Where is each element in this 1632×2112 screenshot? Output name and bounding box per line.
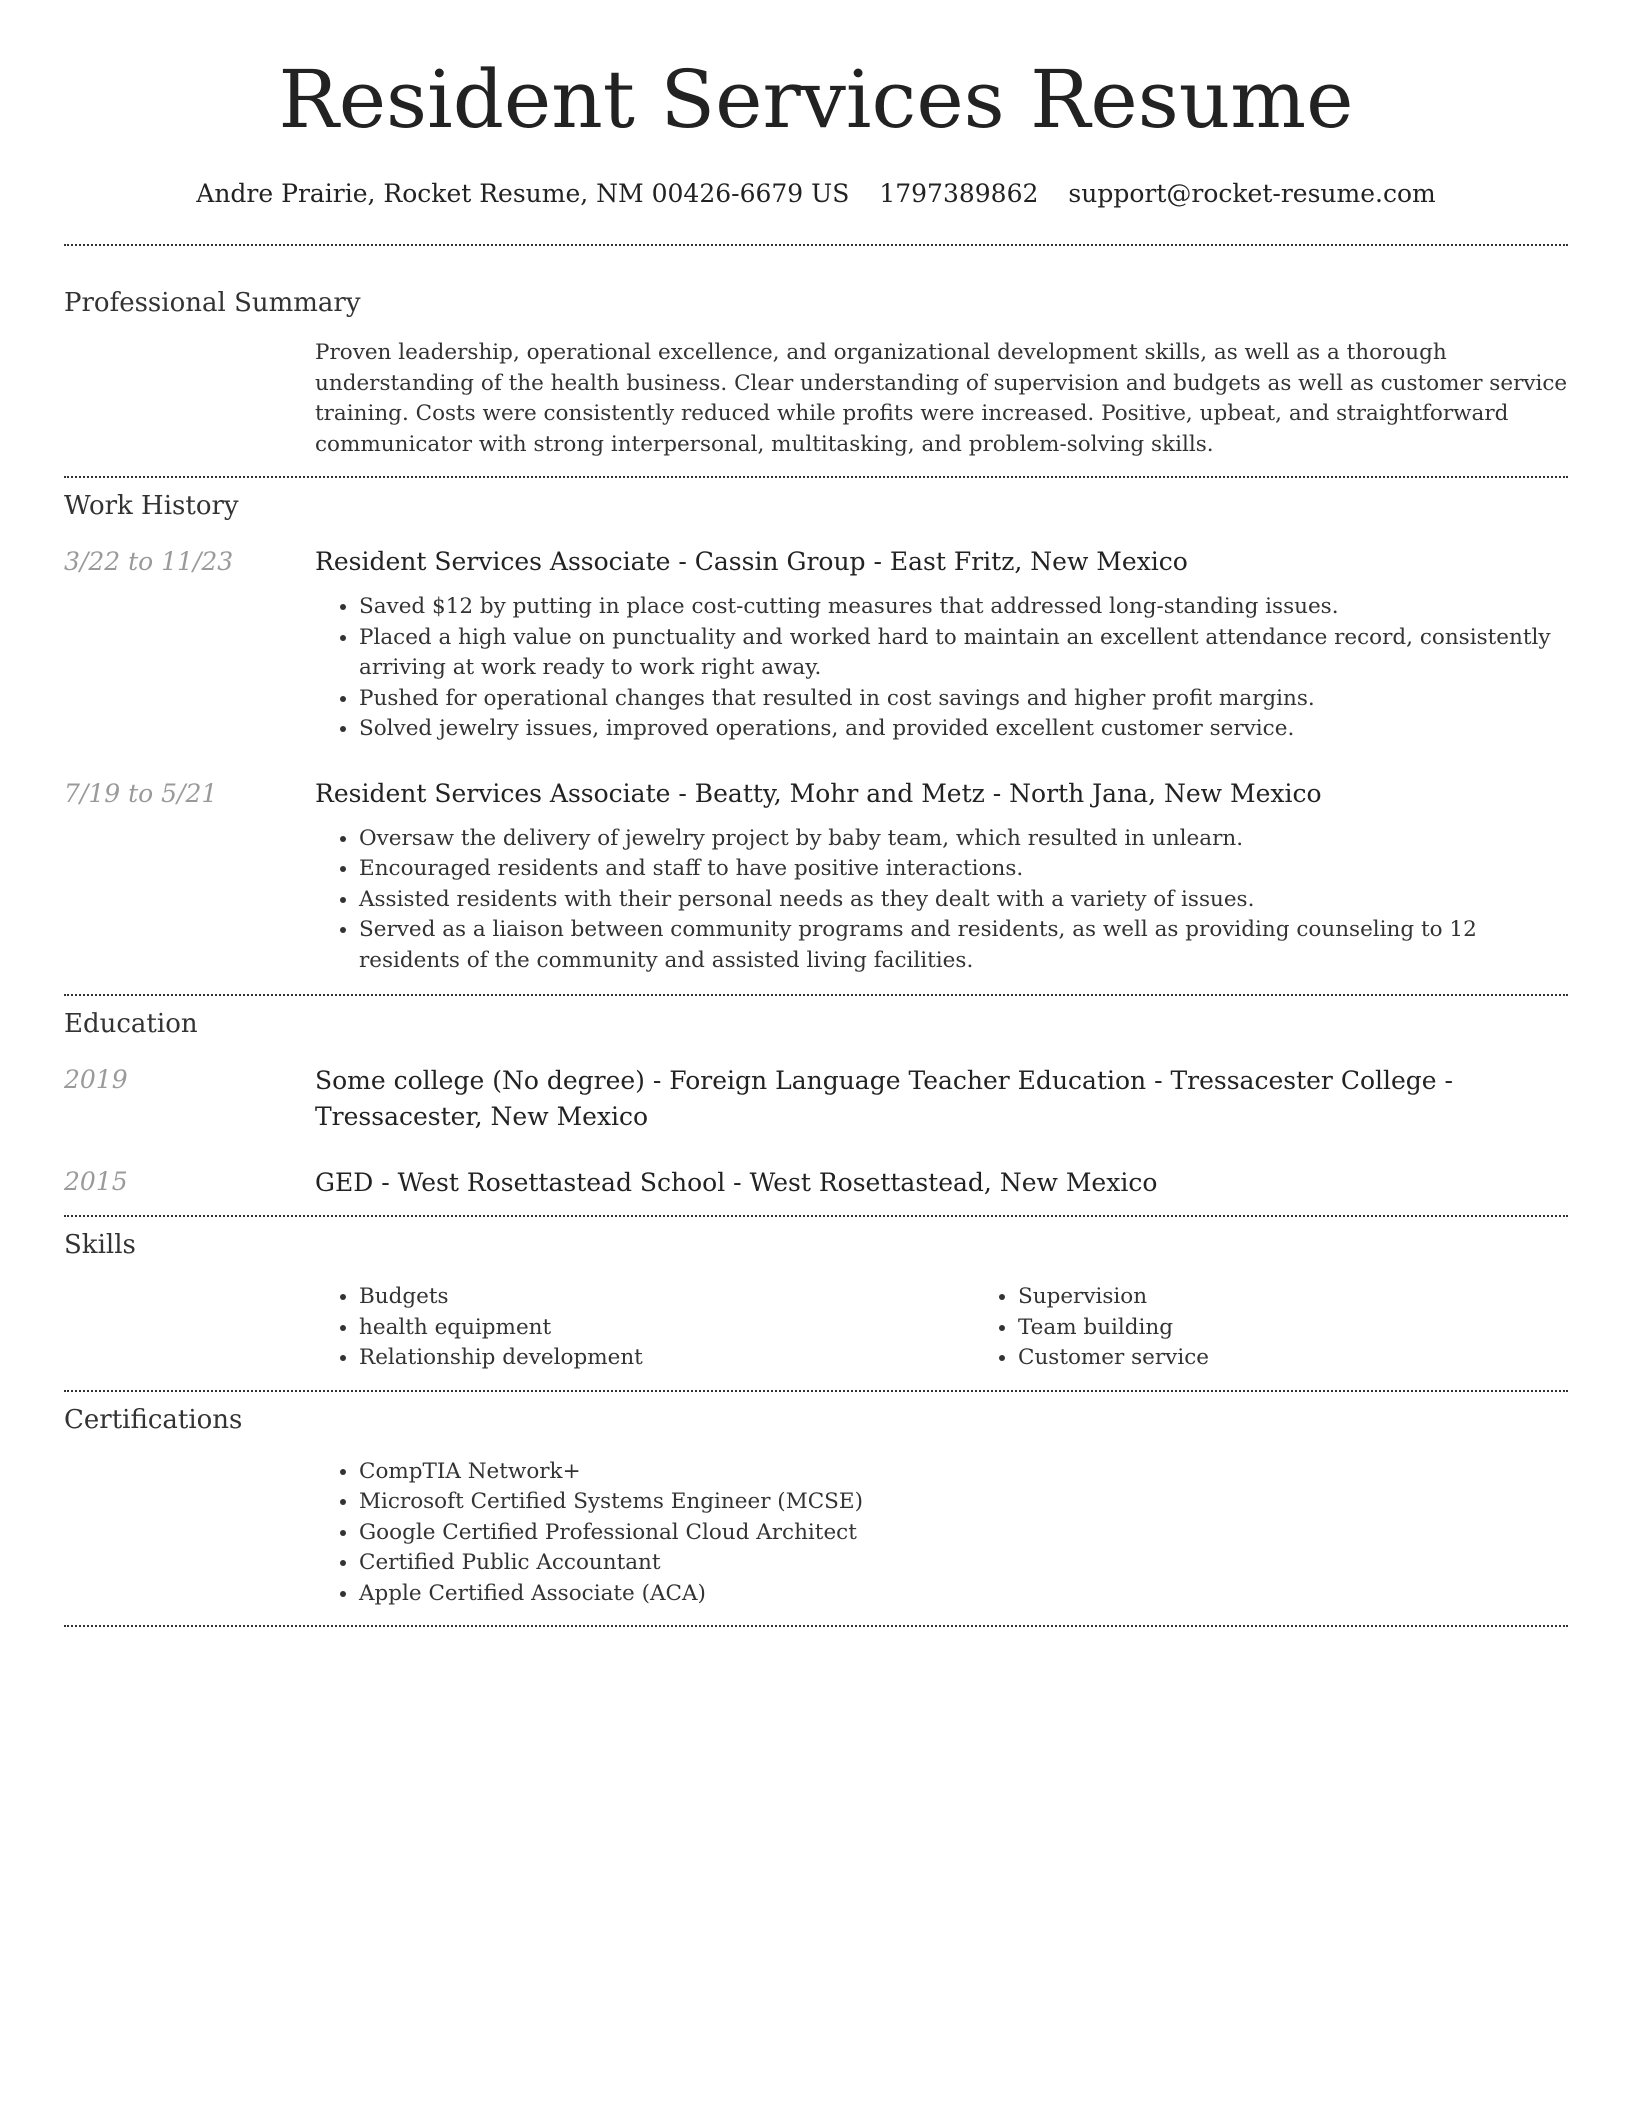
job-bullet: • Encouraged residents and staff to have positive interactions. — [359, 854, 1568, 885]
skills-heading: Skills — [64, 1230, 136, 1260]
skills-section — [64, 1228, 1568, 1374]
education-year: 2019 — [64, 1065, 128, 1094]
education-year: 2015 — [64, 1167, 128, 1196]
work-heading: Work History — [64, 491, 239, 521]
job-bullets — [315, 824, 1568, 977]
certification-item: • CompTIA Network+ — [359, 1457, 1568, 1488]
job-dates: 3/22 to 11/23 — [64, 547, 234, 576]
job-bullet: • Oversaw the delivery of jewelry project by baby team, which resulted in unlearn. — [359, 824, 1568, 855]
skills-columns — [315, 1282, 1568, 1374]
skill-item: • Customer service — [1018, 1343, 1568, 1374]
education-entry — [64, 1165, 1568, 1201]
education-text: GED - West Rosettastead School - West Rosettastead, New Mexico — [315, 1168, 1158, 1197]
skill-item: • Supervision — [1018, 1282, 1568, 1313]
summary-body — [315, 338, 1568, 460]
certifications-section — [64, 1403, 1568, 1610]
job-body — [315, 545, 1568, 745]
education-section — [64, 1007, 1568, 1201]
job-bullet: • Solved jewelry issues, improved operations, and provided excellent customer service. — [359, 714, 1568, 745]
education-heading: Education — [64, 1009, 198, 1039]
job-entry — [64, 777, 1568, 977]
job-bullet: • Placed a high value on punctuality and worked hard to maintain an excellent attendance record, consistently arriving at work ready to work right away. — [359, 623, 1568, 684]
certifications-heading: Certifications — [64, 1404, 243, 1435]
job-bullet: • Assisted residents with their personal needs as they dealt with a variety of issues. — [359, 885, 1568, 916]
job-title: Resident Services Associate - Beatty, Mohr and Metz - North Jana, New Mexico — [315, 778, 1322, 808]
summary-row — [64, 338, 1568, 460]
work-section — [64, 489, 1568, 976]
job-bullet: • Saved $12 by putting in place cost-cutting measures that addressed long-standing issues. — [359, 592, 1568, 623]
skill-item: • Team building — [1018, 1313, 1568, 1344]
skills-list-left — [315, 1282, 974, 1374]
certification-item: • Microsoft Certified Systems Engineer (MCSE) — [359, 1487, 1568, 1518]
education-entry — [64, 1063, 1568, 1135]
skill-item: • Budgets — [359, 1282, 974, 1313]
certifications-divider — [64, 1625, 1568, 1627]
work-divider — [64, 994, 1568, 996]
job-body — [315, 777, 1568, 977]
summary-section — [64, 286, 1568, 460]
skill-item: • Relationship development — [359, 1343, 974, 1374]
header-divider — [64, 244, 1568, 246]
job-bullet: • Pushed for operational changes that resulted in cost savings and higher profit margins. — [359, 684, 1568, 715]
certifications-list — [315, 1457, 1568, 1610]
job-bullets — [315, 592, 1568, 745]
skills-row — [64, 1282, 1568, 1374]
contact-address: Andre Prairie, Rocket Resume, NM 00426-6679 US — [196, 179, 850, 208]
education-divider — [64, 1215, 1568, 1217]
skill-item: • health equipment — [359, 1313, 974, 1344]
job-dates: 7/19 to 5/21 — [64, 778, 218, 808]
education-text: Some college (No degree) - Foreign Language Teacher Education - Tressacester College - Tressacester, New Mexico — [315, 1066, 1453, 1131]
certification-item: • Certified Public Accountant — [359, 1548, 1568, 1579]
job-entry — [64, 545, 1568, 745]
summary-spacer — [64, 338, 315, 460]
summary-divider — [64, 476, 1568, 478]
skills-divider — [64, 1390, 1568, 1392]
resume-title: Resident Services Resume — [278, 53, 1354, 146]
skills-list-right — [974, 1282, 1568, 1374]
summary-text: Proven leadership, operational excellence, and organizational development skills, as well as a thorough understanding of the health business. Clear understanding of supervision and budgets as well as customer service training. Costs were consistently reduced while profits were increased. Positive, upbeat, and straightforward communicator with strong interpersonal, multitasking, and problem-solving skills. — [315, 340, 1568, 457]
job-title: Resident Services Associate - Cassin Group - East Fritz, New Mexico — [315, 547, 1188, 576]
contact-phone: 1797389862 — [879, 179, 1039, 208]
certification-item: • Apple Certified Associate (ACA) — [359, 1579, 1568, 1610]
job-bullet: • Served as a liaison between community programs and residents, as well as providing counseling to 12 residents of the community and assisted living facilities. — [359, 915, 1568, 976]
summary-heading: Professional Summary — [64, 288, 361, 318]
contact-email: support@rocket-resume.com — [1068, 179, 1436, 208]
contact-line — [64, 178, 1568, 210]
certifications-row — [64, 1457, 1568, 1610]
certification-item: • Google Certified Professional Cloud Architect — [359, 1518, 1568, 1549]
